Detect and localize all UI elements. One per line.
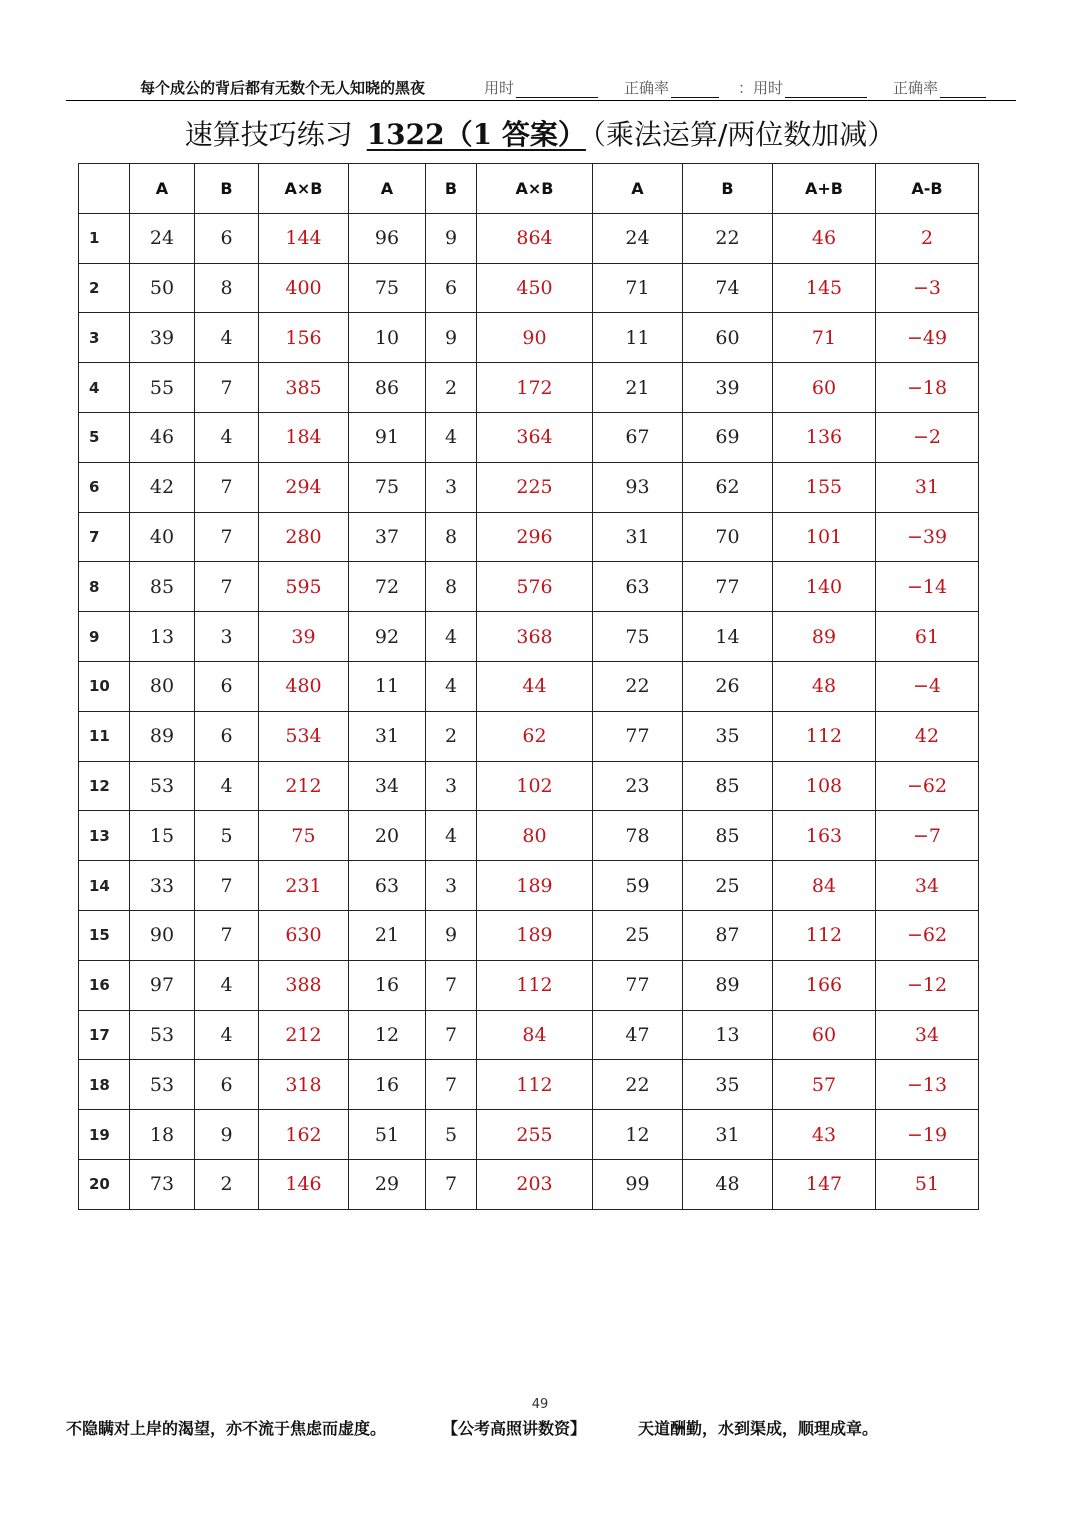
operand-cell: 70: [683, 512, 773, 562]
operand-cell: 11: [349, 661, 426, 711]
title-code: 1322（1 答案）: [366, 118, 586, 151]
answer-cell: 172: [477, 363, 593, 413]
answer-cell: 31: [876, 462, 979, 512]
operand-cell: 9: [426, 213, 477, 263]
operand-cell: 62: [683, 462, 773, 512]
answer-cell: 112: [477, 1060, 593, 1110]
answer-cell: −62: [876, 761, 979, 811]
title-prefix: 速算技巧练习: [184, 118, 353, 151]
operand-cell: 18: [130, 1110, 195, 1160]
answer-cell: 42: [876, 711, 979, 761]
row-number: 2: [79, 263, 130, 313]
answer-cell: −39: [876, 512, 979, 562]
answer-cell: −13: [876, 1060, 979, 1110]
header-cell-index: [79, 164, 130, 214]
answer-cell: 71: [773, 313, 876, 363]
operand-cell: 23: [593, 761, 683, 811]
answer-cell: 156: [259, 313, 349, 363]
answer-cell: 62: [477, 711, 593, 761]
table-row: [79, 761, 979, 811]
answer-cell: 140: [773, 562, 876, 612]
operand-cell: 6: [195, 1060, 259, 1110]
answer-cell: 576: [477, 562, 593, 612]
operand-cell: 35: [683, 711, 773, 761]
table-row: [79, 263, 979, 313]
answer-cell: 534: [259, 711, 349, 761]
answer-cell: 212: [259, 761, 349, 811]
footer-center-text: 【公考高照讲数资】: [442, 1419, 587, 1438]
operand-cell: 2: [195, 1159, 259, 1209]
answer-cell: 34: [876, 1010, 979, 1060]
table-row: [79, 1110, 979, 1160]
row-number: 14: [79, 861, 130, 911]
answer-cell: 280: [259, 512, 349, 562]
time-label-2: ：用时: [738, 79, 784, 97]
operand-cell: 99: [593, 1159, 683, 1209]
operand-cell: 7: [195, 910, 259, 960]
operand-cell: 35: [683, 1060, 773, 1110]
answer-cell: 296: [477, 512, 593, 562]
operand-cell: 6: [195, 711, 259, 761]
answer-cell: 43: [773, 1110, 876, 1160]
operand-cell: 10: [349, 313, 426, 363]
row-number: 12: [79, 761, 130, 811]
answer-cell: 146: [259, 1159, 349, 1209]
operand-cell: 29: [349, 1159, 426, 1209]
row-number: 16: [79, 960, 130, 1010]
answer-cell: 400: [259, 263, 349, 313]
row-number: 5: [79, 412, 130, 462]
answer-cell: 48: [773, 661, 876, 711]
accuracy-label-2: 正确率: [893, 79, 939, 97]
footer-right-text: 天道酬勤，水到渠成，顺理成章。: [638, 1419, 879, 1438]
operand-cell: 24: [130, 213, 195, 263]
operand-cell: 7: [426, 1010, 477, 1060]
operand-cell: 73: [130, 1159, 195, 1209]
operand-cell: 53: [130, 1010, 195, 1060]
answer-cell: 102: [477, 761, 593, 811]
header-cell: A: [593, 164, 683, 214]
operand-cell: 2: [426, 363, 477, 413]
operand-cell: 69: [683, 412, 773, 462]
operand-cell: 89: [683, 960, 773, 1010]
operand-cell: 4: [195, 313, 259, 363]
time-label-1: 用时: [484, 79, 515, 97]
operand-cell: 90: [130, 910, 195, 960]
operand-cell: 77: [593, 711, 683, 761]
answer-cell: 44: [477, 661, 593, 711]
table-row: [79, 612, 979, 662]
operand-cell: 53: [130, 761, 195, 811]
operand-cell: 22: [593, 661, 683, 711]
answer-cell: 364: [477, 412, 593, 462]
table-row: [79, 711, 979, 761]
operand-cell: 93: [593, 462, 683, 512]
accuracy-field-1: [624, 77, 719, 98]
operand-cell: 74: [683, 263, 773, 313]
operand-cell: 63: [349, 861, 426, 911]
accuracy-blank-2: [940, 83, 986, 98]
header-cell: A×B: [477, 164, 593, 214]
footer-left-text: 不隐瞒对上岸的渴望，亦不流于焦虑而虚度。: [66, 1419, 387, 1438]
answer-cell: 145: [773, 263, 876, 313]
answer-cell: 136: [773, 412, 876, 462]
operand-cell: 39: [683, 363, 773, 413]
operand-cell: 34: [349, 761, 426, 811]
operand-cell: 63: [593, 562, 683, 612]
row-number: 8: [79, 562, 130, 612]
operand-cell: 72: [349, 562, 426, 612]
table-row: [79, 910, 979, 960]
operand-cell: 53: [130, 1060, 195, 1110]
answer-cell: 162: [259, 1110, 349, 1160]
operand-cell: 75: [593, 612, 683, 662]
operand-cell: 96: [349, 213, 426, 263]
operand-cell: 3: [426, 861, 477, 911]
operand-cell: 85: [683, 811, 773, 861]
operand-cell: 31: [683, 1110, 773, 1160]
answer-cell: 255: [477, 1110, 593, 1160]
header-cell: B: [195, 164, 259, 214]
operand-cell: 12: [349, 1010, 426, 1060]
operand-cell: 5: [195, 811, 259, 861]
table-row: [79, 1159, 979, 1209]
operand-cell: 16: [349, 960, 426, 1010]
operand-cell: 48: [683, 1159, 773, 1209]
answer-cell: 46: [773, 213, 876, 263]
row-number: 6: [79, 462, 130, 512]
answer-cell: 294: [259, 462, 349, 512]
answer-cell: −62: [876, 910, 979, 960]
answer-cell: 385: [259, 363, 349, 413]
operand-cell: 33: [130, 861, 195, 911]
operand-cell: 3: [426, 761, 477, 811]
operand-cell: 7: [195, 861, 259, 911]
answer-cell: 60: [773, 1010, 876, 1060]
table-row: [79, 213, 979, 263]
table-row: [79, 363, 979, 413]
operand-cell: 21: [593, 363, 683, 413]
operand-cell: 8: [426, 512, 477, 562]
table-row: [79, 1060, 979, 1110]
operand-cell: 85: [683, 761, 773, 811]
header-cell: A×B: [259, 164, 349, 214]
operand-cell: 46: [130, 412, 195, 462]
time-blank-1: [516, 83, 598, 98]
operand-cell: 71: [593, 263, 683, 313]
operand-cell: 4: [426, 612, 477, 662]
operand-cell: 39: [130, 313, 195, 363]
operand-cell: 20: [349, 811, 426, 861]
answer-cell: 212: [259, 1010, 349, 1060]
operand-cell: 7: [426, 1060, 477, 1110]
table-row: [79, 811, 979, 861]
operand-cell: 4: [426, 661, 477, 711]
answer-cell: 2: [876, 213, 979, 263]
operand-cell: 40: [130, 512, 195, 562]
operand-cell: 13: [130, 612, 195, 662]
answer-cell: 51: [876, 1159, 979, 1209]
answer-cell: −12: [876, 960, 979, 1010]
answer-cell: −7: [876, 811, 979, 861]
answer-cell: 90: [477, 313, 593, 363]
operand-cell: 97: [130, 960, 195, 1010]
table-body: [79, 213, 979, 1209]
operand-cell: 7: [195, 363, 259, 413]
operand-cell: 7: [195, 462, 259, 512]
row-number: 4: [79, 363, 130, 413]
answer-cell: −49: [876, 313, 979, 363]
table-row: [79, 313, 979, 363]
answer-cell: 864: [477, 213, 593, 263]
answer-cell: 112: [477, 960, 593, 1010]
operand-cell: 31: [593, 512, 683, 562]
time-field-2: [738, 77, 867, 98]
header-cell: A-B: [876, 164, 979, 214]
operand-cell: 59: [593, 861, 683, 911]
operand-cell: 75: [349, 263, 426, 313]
operand-cell: 2: [426, 711, 477, 761]
row-number: 17: [79, 1010, 130, 1060]
header-motto: 每个成公的背后都有无数个无人知晓的黑夜: [140, 79, 426, 97]
table-row: [79, 661, 979, 711]
row-number: 20: [79, 1159, 130, 1209]
operand-cell: 9: [426, 313, 477, 363]
operand-cell: 51: [349, 1110, 426, 1160]
accuracy-blank-1: [671, 83, 719, 98]
header-cell: A: [130, 164, 195, 214]
operand-cell: 4: [426, 412, 477, 462]
operand-cell: 3: [426, 462, 477, 512]
row-number: 7: [79, 512, 130, 562]
operand-cell: 16: [349, 1060, 426, 1110]
answer-cell: 75: [259, 811, 349, 861]
answer-cell: 630: [259, 910, 349, 960]
operand-cell: 26: [683, 661, 773, 711]
operand-cell: 25: [683, 861, 773, 911]
answer-cell: 189: [477, 861, 593, 911]
operand-cell: 75: [349, 462, 426, 512]
answer-cell: 147: [773, 1159, 876, 1209]
operand-cell: 8: [195, 263, 259, 313]
operand-cell: 78: [593, 811, 683, 861]
answer-cell: 112: [773, 910, 876, 960]
operand-cell: 55: [130, 363, 195, 413]
operand-cell: 47: [593, 1010, 683, 1060]
header-cell: B: [426, 164, 477, 214]
operand-cell: 60: [683, 313, 773, 363]
operand-cell: 86: [349, 363, 426, 413]
operand-cell: 13: [683, 1010, 773, 1060]
operand-cell: 89: [130, 711, 195, 761]
operand-cell: 4: [426, 811, 477, 861]
answer-cell: 89: [773, 612, 876, 662]
answer-cell: −2: [876, 412, 979, 462]
operand-cell: 91: [349, 412, 426, 462]
row-number: 1: [79, 213, 130, 263]
page-title: [0, 113, 1080, 153]
operand-cell: 77: [683, 562, 773, 612]
operand-cell: 67: [593, 412, 683, 462]
answer-cell: 57: [773, 1060, 876, 1110]
answer-cell: 84: [773, 861, 876, 911]
exercise-table: [78, 163, 979, 1210]
answer-cell: −3: [876, 263, 979, 313]
time-field-1: [484, 77, 598, 98]
answer-cell: 166: [773, 960, 876, 1010]
answer-cell: 34: [876, 861, 979, 911]
operand-cell: 6: [195, 213, 259, 263]
answer-cell: 388: [259, 960, 349, 1010]
page-header: [66, 77, 1016, 101]
answer-cell: 155: [773, 462, 876, 512]
operand-cell: 25: [593, 910, 683, 960]
header-cell: B: [683, 164, 773, 214]
row-number: 18: [79, 1060, 130, 1110]
header-cell: A: [349, 164, 426, 214]
row-number: 9: [79, 612, 130, 662]
operand-cell: 7: [195, 562, 259, 612]
answer-cell: 189: [477, 910, 593, 960]
operand-cell: 4: [195, 761, 259, 811]
page-number: 49: [531, 1397, 549, 1412]
operand-cell: 3: [195, 612, 259, 662]
answer-cell: 60: [773, 363, 876, 413]
operand-cell: 22: [593, 1060, 683, 1110]
operand-cell: 92: [349, 612, 426, 662]
table-row: [79, 1010, 979, 1060]
operand-cell: 6: [426, 263, 477, 313]
answer-cell: 318: [259, 1060, 349, 1110]
answer-cell: 231: [259, 861, 349, 911]
operand-cell: 7: [426, 960, 477, 1010]
page-footer: [66, 1416, 1016, 1440]
answer-cell: 80: [477, 811, 593, 861]
accuracy-field-2: [893, 77, 986, 98]
row-number: 19: [79, 1110, 130, 1160]
header-cell: A+B: [773, 164, 876, 214]
answer-cell: 480: [259, 661, 349, 711]
answer-cell: −4: [876, 661, 979, 711]
answer-cell: 144: [259, 213, 349, 263]
operand-cell: 80: [130, 661, 195, 711]
operand-cell: 87: [683, 910, 773, 960]
operand-cell: 9: [195, 1110, 259, 1160]
answer-cell: 84: [477, 1010, 593, 1060]
answer-cell: 184: [259, 412, 349, 462]
operand-cell: 77: [593, 960, 683, 1010]
operand-cell: 31: [349, 711, 426, 761]
operand-cell: 11: [593, 313, 683, 363]
operand-cell: 12: [593, 1110, 683, 1160]
operand-cell: 4: [195, 960, 259, 1010]
answer-cell: 112: [773, 711, 876, 761]
operand-cell: 4: [195, 1010, 259, 1060]
answer-cell: 203: [477, 1159, 593, 1209]
answer-cell: 61: [876, 612, 979, 662]
operand-cell: 22: [683, 213, 773, 263]
operand-cell: 24: [593, 213, 683, 263]
table-row: [79, 462, 979, 512]
table-row: [79, 960, 979, 1010]
answer-cell: −18: [876, 363, 979, 413]
operand-cell: 15: [130, 811, 195, 861]
operand-cell: 6: [195, 661, 259, 711]
operand-cell: 21: [349, 910, 426, 960]
operand-cell: 8: [426, 562, 477, 612]
accuracy-label-1: 正确率: [624, 79, 670, 97]
operand-cell: 7: [195, 512, 259, 562]
row-number: 10: [79, 661, 130, 711]
row-number: 3: [79, 313, 130, 363]
row-number: 13: [79, 811, 130, 861]
answer-cell: 368: [477, 612, 593, 662]
operand-cell: 5: [426, 1110, 477, 1160]
time-blank-2: [785, 83, 867, 98]
table-row: [79, 512, 979, 562]
table-row: [79, 861, 979, 911]
answer-cell: −14: [876, 562, 979, 612]
answer-cell: 108: [773, 761, 876, 811]
operand-cell: 7: [426, 1159, 477, 1209]
operand-cell: 85: [130, 562, 195, 612]
answer-cell: 595: [259, 562, 349, 612]
row-number: 15: [79, 910, 130, 960]
operand-cell: 4: [195, 412, 259, 462]
operand-cell: 14: [683, 612, 773, 662]
answer-cell: 101: [773, 512, 876, 562]
answer-cell: 225: [477, 462, 593, 512]
answer-cell: 163: [773, 811, 876, 861]
table-row: [79, 412, 979, 462]
answer-cell: 450: [477, 263, 593, 313]
table-header-row: [79, 164, 979, 214]
title-suffix: （乘法运算/两位数加减）: [591, 118, 896, 151]
row-number: 11: [79, 711, 130, 761]
operand-cell: 9: [426, 910, 477, 960]
answer-cell: −19: [876, 1110, 979, 1160]
table-row: [79, 562, 979, 612]
operand-cell: 37: [349, 512, 426, 562]
answer-cell: 39: [259, 612, 349, 662]
operand-cell: 50: [130, 263, 195, 313]
operand-cell: 42: [130, 462, 195, 512]
